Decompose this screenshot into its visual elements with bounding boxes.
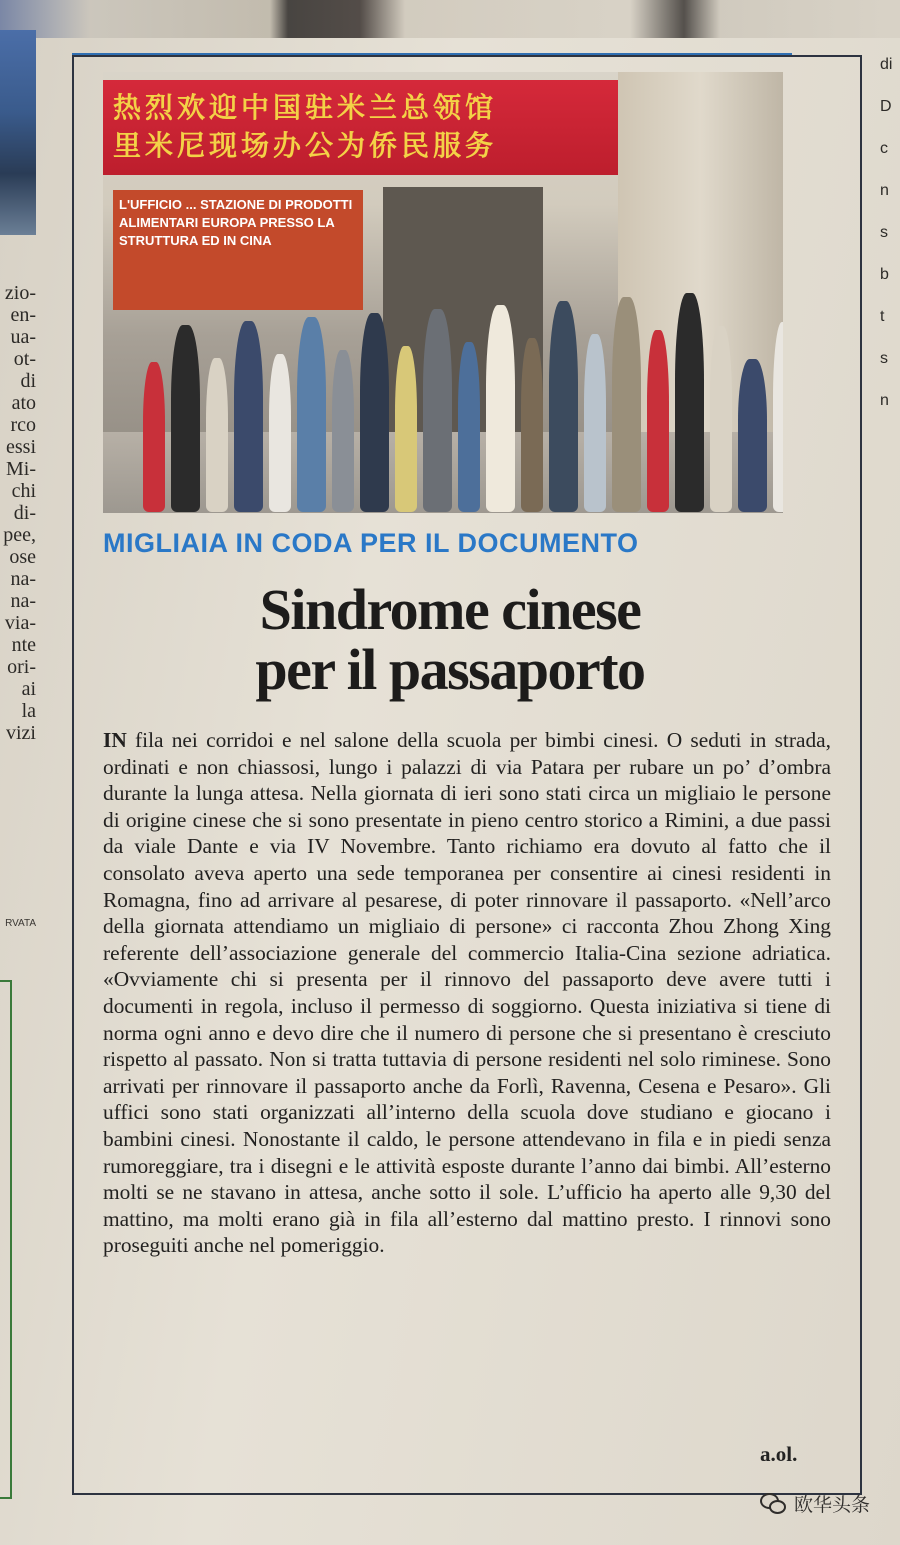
column-fragment: essi <box>6 436 36 458</box>
crowd-figure <box>297 317 326 512</box>
column-fragment: na- <box>10 568 36 590</box>
headline-line-2: per il passaporto <box>255 637 645 702</box>
crowd-figure <box>171 325 200 512</box>
column-fragment: na- <box>10 590 36 612</box>
watermark <box>760 1490 870 1517</box>
column-fragment: zio- <box>4 282 36 304</box>
column-fragment: ua- <box>10 326 36 348</box>
watermark-text: 欧华头条 <box>794 1494 871 1516</box>
column-fragment: t <box>880 308 885 325</box>
crowd-figure <box>143 362 165 512</box>
article-body <box>103 727 831 1259</box>
column-fragment: di <box>20 370 36 392</box>
photo-crowd <box>143 262 783 512</box>
headline-line-1: Sindrome cinese <box>259 577 641 642</box>
crowd-figure <box>738 359 767 512</box>
column-fragment: en- <box>10 304 36 326</box>
wechat-icon <box>760 1493 786 1515</box>
right-column-text <box>880 44 900 1444</box>
column-fragment: n <box>880 182 889 199</box>
crowd-figure <box>486 305 515 512</box>
left-column-photo <box>0 30 36 235</box>
crowd-figure <box>675 293 704 512</box>
adjacent-page-strip <box>0 0 900 38</box>
article-kicker: MIGLIAIA IN CODA PER IL DOCUMENTO <box>103 528 639 558</box>
crowd-figure <box>423 309 452 512</box>
article-photo <box>103 72 783 513</box>
crowd-figure <box>521 338 543 512</box>
crowd-figure <box>360 313 389 512</box>
article-lead-word: IN <box>103 728 127 752</box>
crowd-figure <box>612 297 641 512</box>
photo-shop-sign: L'UFFICIO ... STAZIONE DI PRODOTTI ALIMENTARI EUROPA PRESSO LA STRUTTURA ED IN CINA <box>113 190 363 310</box>
column-fragment: s <box>880 350 888 367</box>
column-fragment: ot- <box>13 348 36 370</box>
column-fragment: c <box>880 140 888 157</box>
column-fragment: ose <box>9 546 36 568</box>
column-fragment: di <box>880 56 893 73</box>
crowd-figure <box>206 358 228 512</box>
column-fragment: D <box>880 98 892 115</box>
article-body-text: fila nei corridoi e nel salone della scuola per bimbi cinesi. O seduti in strada, ordinati e non chiassosi, lungo i palazzi di via Patara per rubare un po’ d’ombra durante la lunga attesa. Nella giornata di ieri sono stati circa un migliaio le persone di origine cinese che si sono presentate in pieno centro storico a Rimini, a due passi da viale Dante e via IV Novembre. Tanto richiamo era dovuto al fatto che il consolato aveva aperto una sede temporanea per consentire ai cinesi residenti in Romagna, fino ad arrivare al pesarese, di poter rinnovare il passaporto. «Nell’arco della giornata attendiamo un migliaio di persone» ci racconta Zhou Zhong Xing referente dell’associazione generale del commercio Italia-Cina sezione adriatica. «Ovviamente chi si presenta per il rinnovo del passaporto deve avere tutti i documenti in regola, incluso il permesso di soggiorno. Questa iniziativa si tiene di norma ogni anno e devo dire che il numero di persone che si presentano è cresciuto rispetto al passato. Non si tratta tuttavia di persone residenti nel solo riminese. Sono arrivati per rinnovare il passaporto anche da Forlì, Ravenna, Cesena e Pesaro». Gli uffici sono stati organizzati all’interno della scuola dove studiano e giocano i bambini cinesi. Nonostante il caldo, le persone attendevano in fila e in piedi senza rumoreggiare, tra i disegni e le attività esposte durante l’anno dai bimbi. All’esterno molti se ne stavano in attesa, anche sotto il sole. L’ufficio ha aperto alle 9,30 del mattino, ma molti erano già in fila all’esterno dal mattino presto. I rinnovi sono proseguiti anche nel pomeriggio. <box>103 728 831 1258</box>
column-fragment: chi <box>11 480 36 502</box>
crowd-figure <box>269 354 291 512</box>
crowd-figure <box>647 330 669 512</box>
crowd-figure <box>234 321 263 512</box>
article-headline <box>150 577 750 702</box>
column-fragment: rco <box>10 414 36 436</box>
article-byline: a.ol. <box>760 1442 798 1466</box>
column-fragment: Mi- <box>6 458 36 480</box>
column-fragment: b <box>880 266 889 283</box>
crowd-figure <box>549 301 578 512</box>
column-fragment: s <box>880 224 888 241</box>
column-fragment: via- <box>4 612 36 634</box>
column-fragment: pee, <box>3 524 36 546</box>
column-fragment: la <box>21 700 36 722</box>
column-fragment: ori- <box>7 656 36 678</box>
crowd-figure <box>395 346 417 512</box>
left-column-text <box>0 282 36 744</box>
column-fragment: nte <box>11 634 36 656</box>
column-fragment: vizi <box>6 722 36 744</box>
crowd-figure <box>332 350 354 512</box>
banner-line-1: 热烈欢迎中国驻米兰总领馆 <box>113 91 498 124</box>
crowd-figure <box>773 322 783 512</box>
left-column-caption: RVATA <box>5 918 36 929</box>
crowd-figure <box>710 326 732 512</box>
crowd-figure <box>584 334 606 512</box>
column-fragment: di- <box>13 502 36 524</box>
photo-red-banner <box>103 80 618 175</box>
column-fragment: ato <box>11 392 36 414</box>
left-green-box <box>0 980 12 1499</box>
crowd-figure <box>458 342 480 512</box>
column-fragment: n <box>880 392 889 409</box>
banner-line-2: 里米尼现场办公为侨民服务 <box>113 129 498 162</box>
column-fragment: ai <box>21 678 36 700</box>
